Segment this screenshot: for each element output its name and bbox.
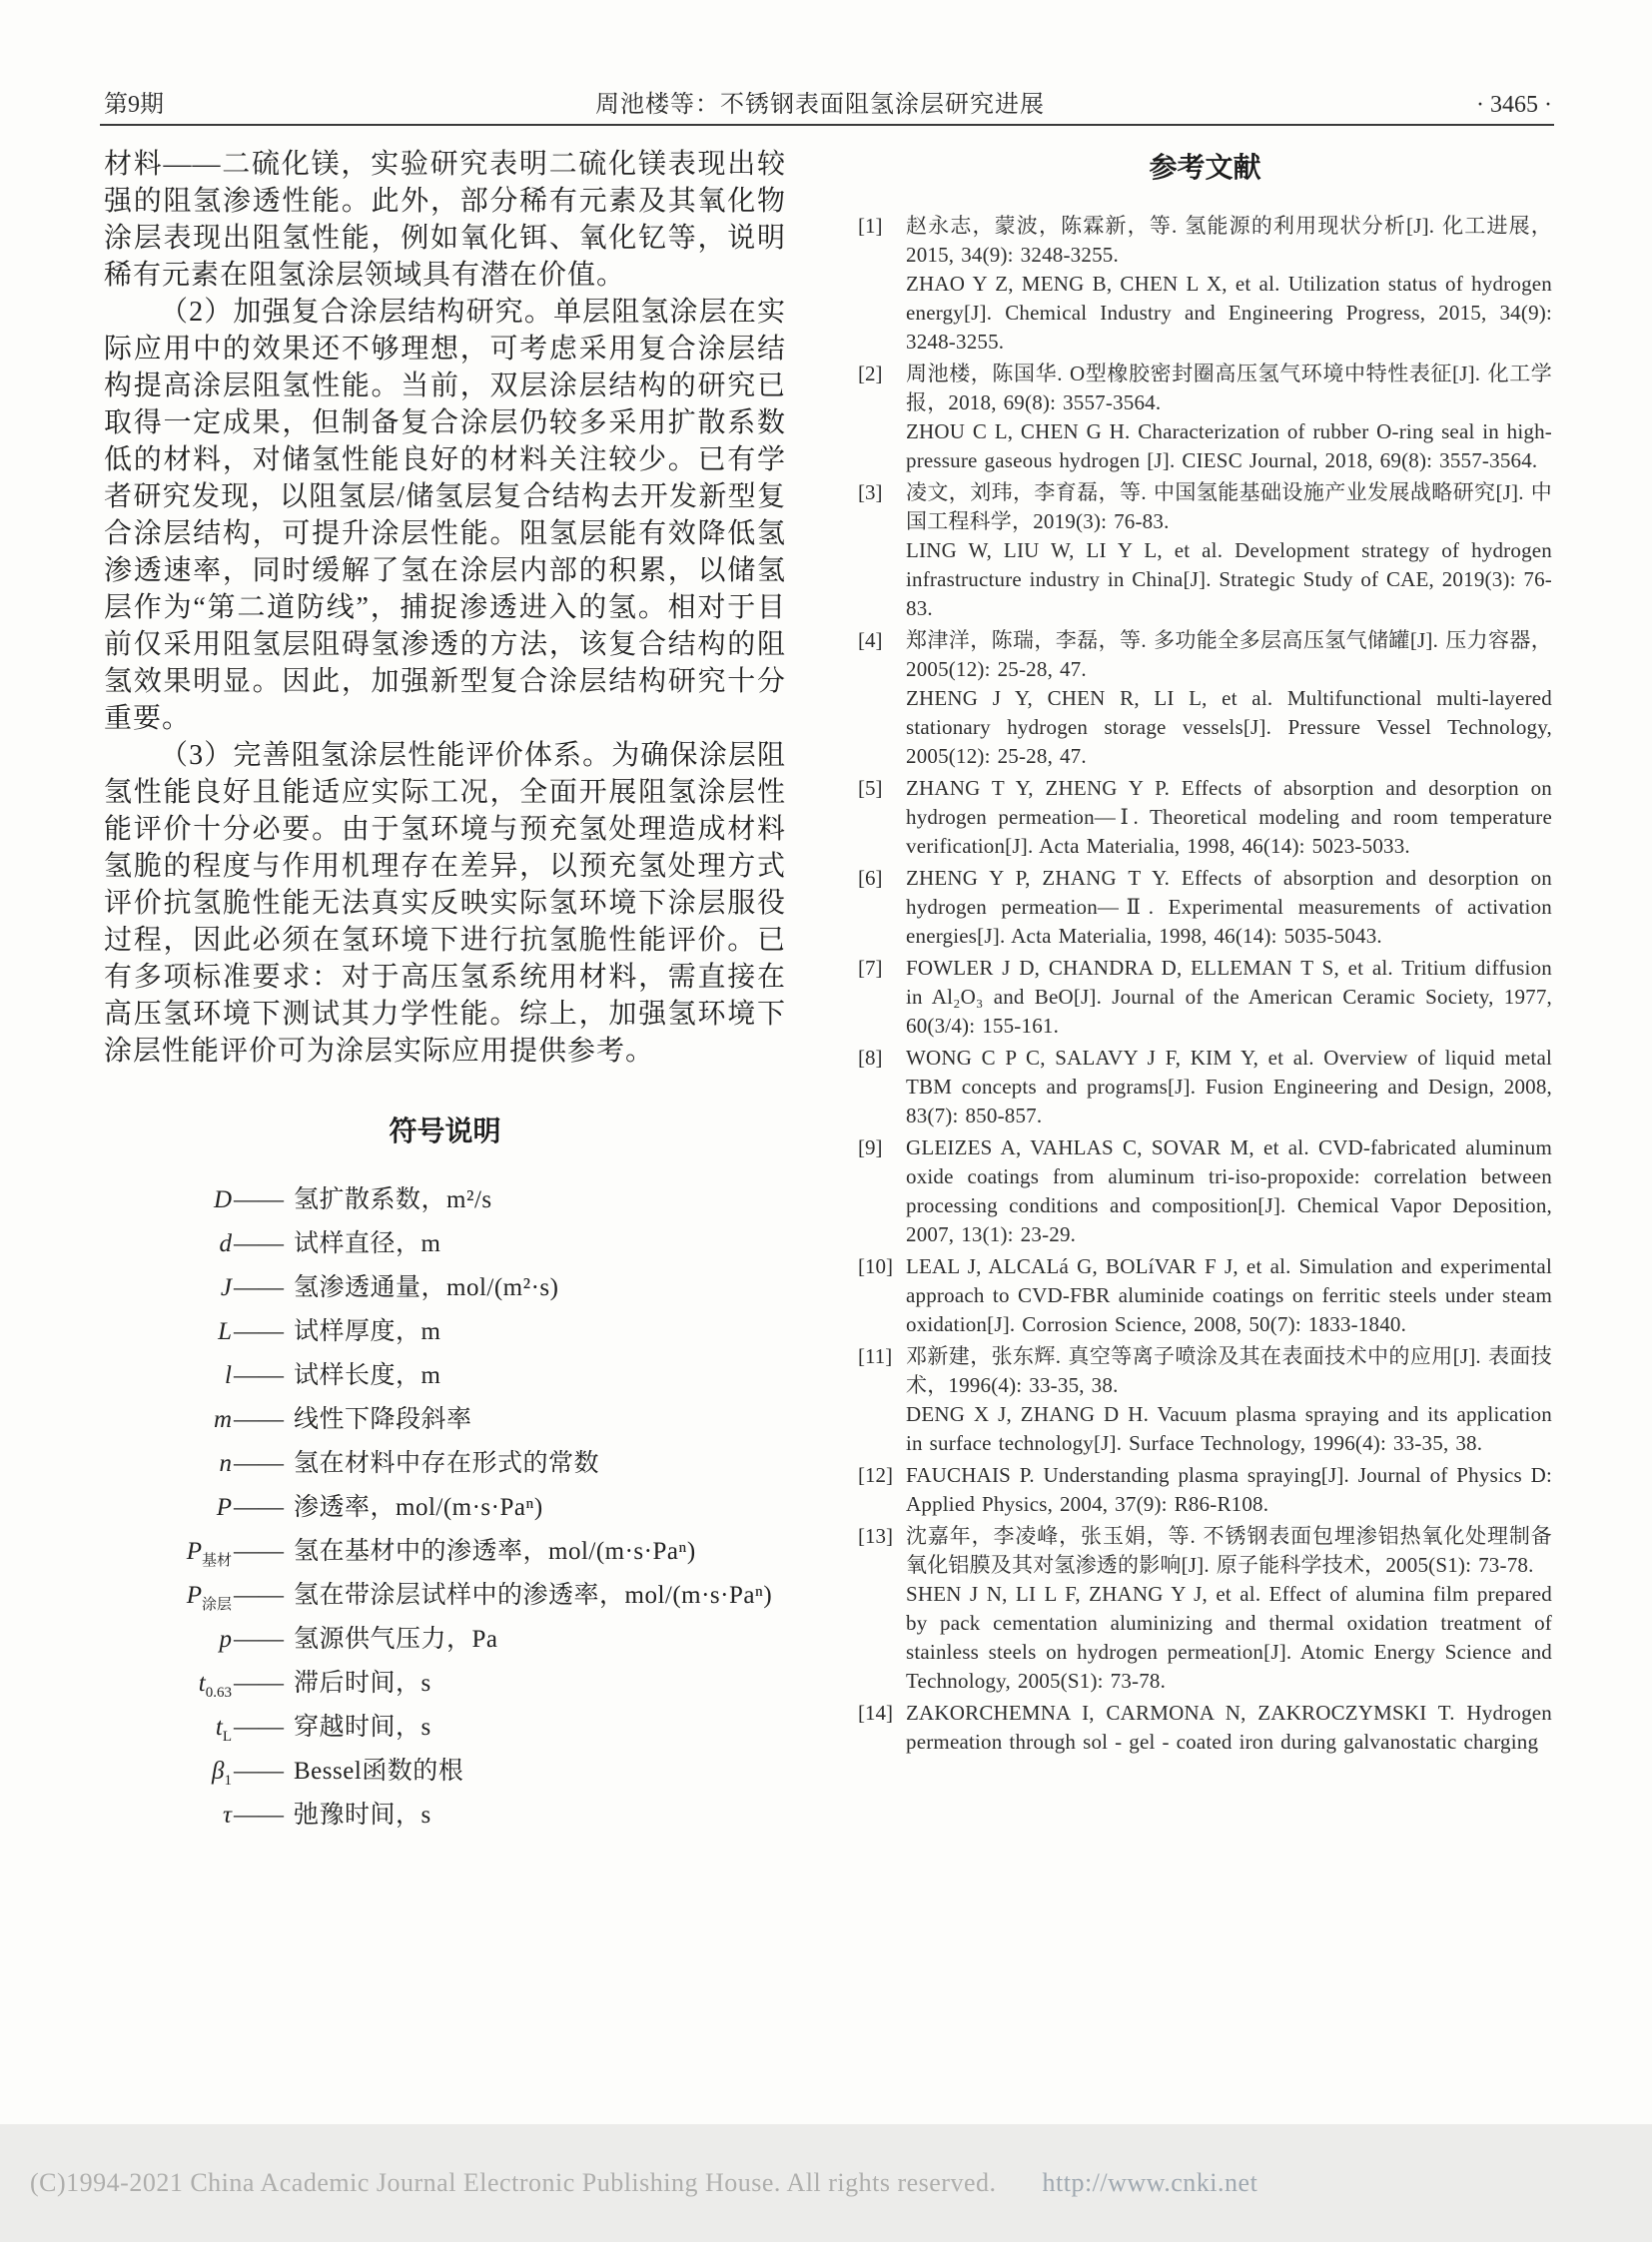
symbol-description: 弛豫时间，s xyxy=(294,1802,431,1829)
reference-item xyxy=(858,626,1552,771)
symbol-description: Bessel函数的根 xyxy=(294,1758,464,1785)
running-head xyxy=(104,84,1552,119)
symbols-section-title: 符号说明 xyxy=(389,1116,501,1146)
symbol-dash: —— xyxy=(234,1230,284,1257)
reference-number: [2] xyxy=(858,362,883,385)
symbol-subscript: 涂层 xyxy=(201,1597,232,1613)
reference-text: ZHENG Y P, ZHANG T Y. Effects of absorption and desorption on hydrogen permeation—Ⅱ. Experimental measurements of activation energies[J]. Acta Materialia, 1998, 46(14): 5035-5043. xyxy=(906,866,1552,948)
reference-text: 赵永志，蒙波，陈霖新，等. 氢能源的利用现状分析[J]. 化工进展，2015, 34(9): 3248-3255. xyxy=(906,214,1552,267)
reference-text: ZHAO Y Z, MENG B, CHEN L X, et al. Utilization status of hydrogen energy[J]. Chemical Industry and Engineering Progress, 2015, 34(9): 3248-3255. xyxy=(906,272,1552,354)
cnki-url: http://www.cnki.net xyxy=(1042,2168,1258,2197)
symbol-dash: —— xyxy=(234,1582,284,1609)
symbol-description: 试样直径，m xyxy=(294,1230,441,1257)
reference-body xyxy=(906,360,1552,475)
reference-text: GLEIZES A, VAHLAS C, SOVAR M, et al. CVD-fabricated aluminum oxide coatings from aluminum tri-iso-propoxide: correlation between processing conditions and composition[J]. Chemical Vapor Deposition, 2007, 13(1): 23-29. xyxy=(906,1135,1552,1246)
reference-item xyxy=(858,1699,1552,1757)
symbol-dash: —— xyxy=(234,1450,284,1477)
reference-text: 邓新建，张东辉. 真空等离子喷涂及其在表面技术中的应用[J]. 表面技术，1996(4): 33-35, 38. xyxy=(906,1344,1552,1397)
symbol-row xyxy=(112,1267,786,1311)
symbol-name xyxy=(112,1406,232,1438)
symbol-dash: —— xyxy=(234,1626,284,1653)
symbol-dash: —— xyxy=(234,1318,284,1345)
symbol-description: 试样长度，m xyxy=(294,1362,441,1389)
page-body xyxy=(104,146,1552,1839)
symbol-row xyxy=(112,1751,786,1795)
symbol-description: 氢在材料中存在形式的常数 xyxy=(294,1450,600,1477)
symbol-dash: —— xyxy=(234,1362,284,1389)
symbol-description: 氢扩散系数，m²/s xyxy=(294,1186,492,1213)
reference-item xyxy=(858,360,1552,475)
symbol-base: t xyxy=(198,1670,206,1697)
reference-number: [7] xyxy=(858,956,883,980)
reference-text: FAUCHAIS P. Understanding plasma spraying[J]. Journal of Physics D: Applied Physics, 2004, 37(9): R86-R108. xyxy=(906,1463,1552,1516)
symbol-base: L xyxy=(218,1318,232,1345)
reference-text: FOWLER J D, CHANDRA D, ELLEMAN T S, et al. Tritium diffusion in Al₂O₃ and BeO[J]. Journal of the American Ceramic Society, 1977, 60(3/4): 155-161. xyxy=(906,956,1552,1038)
symbol-base: D xyxy=(213,1186,232,1213)
symbol-subscript: 1 xyxy=(224,1773,232,1789)
symbol-name xyxy=(112,1274,232,1306)
symbol-row xyxy=(112,1223,786,1267)
reference-body xyxy=(906,1699,1552,1757)
reference-item xyxy=(858,1252,1552,1339)
symbol-row xyxy=(112,1795,786,1839)
reference-number: [12] xyxy=(858,1463,893,1487)
reference-text: ZHENG J Y, CHEN R, LI L, et al. Multifunctional multi-layered stationary hydrogen storage vessels[J]. Pressure Vessel Technology, 2005(12): 25-28, 47. xyxy=(906,686,1552,768)
reference-number: [11] xyxy=(858,1344,893,1368)
symbol-row xyxy=(112,1443,786,1487)
symbol-row xyxy=(112,1179,786,1223)
symbol-base: P xyxy=(186,1582,202,1609)
symbol-name xyxy=(112,1230,232,1262)
symbol-base: P xyxy=(216,1494,232,1521)
symbol-row xyxy=(112,1355,786,1399)
symbol-row xyxy=(112,1531,786,1575)
body-paragraph: 材料——二硫化镁，实验研究表明二硫化镁表现出较强的阻氢渗透性能。此外，部分稀有元素及其氧化物涂层表现出阻氢性能，例如氧化铒、氧化钇等，说明稀有元素在阻氢涂层领域具有潜在价值。 xyxy=(104,149,786,291)
symbol-name xyxy=(112,1362,232,1394)
reference-body xyxy=(906,212,1552,357)
reference-body xyxy=(906,774,1552,861)
symbol-base: m xyxy=(213,1406,232,1433)
reference-number: [3] xyxy=(858,480,883,504)
symbol-name xyxy=(112,1626,232,1658)
page-number: · 3465 · xyxy=(1476,92,1552,118)
reference-number: [8] xyxy=(858,1046,883,1070)
symbol-row xyxy=(112,1311,786,1355)
symbol-row xyxy=(112,1575,786,1619)
symbol-description: 氢源供气压力，Pa xyxy=(294,1626,498,1653)
symbol-dash: —— xyxy=(234,1538,284,1565)
symbol-dash: —— xyxy=(234,1274,284,1301)
references-section-title: 参考文献 xyxy=(1149,152,1261,183)
symbol-description: 氢在基材中的渗透率，mol/(m·s·Paⁿ) xyxy=(294,1538,696,1565)
symbol-dash: —— xyxy=(234,1802,284,1829)
symbol-name xyxy=(112,1318,232,1350)
symbol-description: 渗透率，mol/(m·s·Paⁿ) xyxy=(294,1494,543,1521)
reference-item xyxy=(858,954,1552,1041)
reference-item xyxy=(858,1044,1552,1130)
symbols-list xyxy=(104,1179,786,1839)
reference-text: WONG C P C, SALAVY J F, KIM Y, et al. Overview of liquid metal TBM concepts and programs[J]. Fusion Engineering and Design, 2008, 83(7): 850-857. xyxy=(906,1046,1552,1127)
symbol-dash: —— xyxy=(234,1670,284,1697)
symbol-row xyxy=(112,1663,786,1707)
reference-body xyxy=(906,626,1552,771)
symbol-subscript: L xyxy=(222,1729,232,1745)
reference-number: [10] xyxy=(858,1254,893,1278)
reference-item xyxy=(858,1342,1552,1458)
symbol-row xyxy=(112,1399,786,1443)
symbol-description: 滞后时间，s xyxy=(294,1670,431,1697)
symbol-name xyxy=(112,1758,232,1790)
symbol-base: t xyxy=(215,1714,223,1741)
symbol-description: 氢渗透通量，mol/(m²·s) xyxy=(294,1274,559,1301)
symbol-description: 试样厚度，m xyxy=(294,1318,441,1345)
symbol-row xyxy=(112,1487,786,1531)
right-column xyxy=(858,146,1552,1839)
reference-body xyxy=(906,1522,1552,1696)
reference-text: 郑津洋，陈瑞，李磊，等. 多功能全多层高压氢气储罐[J]. 压力容器，2005(12): 25-28, 47. xyxy=(906,628,1552,681)
symbol-subscript: 0.63 xyxy=(205,1685,232,1701)
symbol-name xyxy=(112,1802,232,1834)
symbol-description: 氢在带涂层试样中的渗透率，mol/(m·s·Paⁿ) xyxy=(294,1582,773,1609)
reference-body xyxy=(906,1342,1552,1458)
header-rule xyxy=(100,124,1554,126)
reference-number: [6] xyxy=(858,866,883,890)
symbol-dash: —— xyxy=(234,1494,284,1521)
reference-number: [14] xyxy=(858,1701,893,1725)
reference-text: ZAKORCHEMNA I, CARMONA N, ZAKROCZYMSKI T. Hydrogen permeation through sol - gel - coated iron during galvanostatic charging xyxy=(906,1701,1552,1754)
symbol-name xyxy=(112,1186,232,1218)
symbol-dash: —— xyxy=(234,1714,284,1741)
symbol-base: P xyxy=(186,1538,202,1565)
symbol-dash: —— xyxy=(234,1406,284,1433)
reference-item xyxy=(858,212,1552,357)
reference-body xyxy=(906,864,1552,951)
symbol-subscript: 基材 xyxy=(201,1553,232,1569)
copyright-notice: (C)1994-2021 China Academic Journal Electronic Publishing House. All rights reserved. xyxy=(30,2168,997,2197)
references-list xyxy=(858,212,1552,1757)
symbol-description: 穿越时间，s xyxy=(294,1714,431,1741)
symbol-base: d xyxy=(219,1230,232,1257)
reference-text: SHEN J N, LI L F, ZHANG Y J, et al. Effect of alumina film prepared by pack cementation aluminizing and thermal oxidation treatment of stainless steels on hydrogen permeation[J]. Atomic Energy Science and Technology, 2005(S1): 73-78. xyxy=(906,1582,1552,1693)
symbol-name xyxy=(112,1494,232,1526)
left-column xyxy=(104,146,786,1839)
running-title: 周池楼等：不锈钢表面阻氢涂层研究进展 xyxy=(595,92,1045,118)
symbol-name xyxy=(112,1582,232,1614)
reference-text: LEAL J, ALCALá G, BOLíVAR F J, et al. Simulation and experimental approach to CVD-FBR aluminide coatings on ferritic steels under steam oxidation[J]. Corrosion Science, 2008, 50(7): 1833-1840. xyxy=(906,1254,1552,1336)
symbol-row xyxy=(112,1707,786,1751)
symbol-name xyxy=(112,1450,232,1482)
reference-text: 沈嘉年，李凌峰，张玉娟，等. 不锈钢表面包埋渗铝热氧化处理制备氧化铝膜及其对氢渗透的影响[J]. 原子能科学技术，2005(S1): 73-78. xyxy=(906,1524,1552,1577)
reference-body xyxy=(906,1252,1552,1339)
reference-text: ZHOU C L, CHEN G H. Characterization of rubber O-ring seal in high-pressure gaseous hydrogen [J]. CIESC Journal, 2018, 69(8): 3557-3564. xyxy=(906,419,1552,472)
symbol-row xyxy=(112,1619,786,1663)
symbol-base: τ xyxy=(223,1802,232,1829)
reference-body xyxy=(906,478,1552,623)
symbol-name xyxy=(112,1714,232,1746)
reference-number: [5] xyxy=(858,776,883,800)
reference-item xyxy=(858,1461,1552,1519)
symbol-name xyxy=(112,1670,232,1702)
symbol-base: p xyxy=(219,1626,232,1653)
reference-text: 凌文，刘玮，李育磊，等. 中国氢能基础设施产业发展战略研究[J]. 中国工程科学，2019(3): 76-83. xyxy=(906,480,1552,533)
reference-text: ZHANG T Y, ZHENG Y P. Effects of absorption and desorption on hydrogen permeation—Ⅰ. Theoretical modeling and room temperature verification[J]. Acta Materialia, 1998, 46(14): 5023-5033. xyxy=(906,776,1552,858)
reference-number: [4] xyxy=(858,628,883,652)
symbol-base: n xyxy=(219,1450,232,1477)
reference-body xyxy=(906,1044,1552,1130)
reference-body xyxy=(906,1133,1552,1249)
symbol-name xyxy=(112,1538,232,1570)
symbol-base: J xyxy=(220,1274,232,1301)
reference-number: [1] xyxy=(858,214,883,238)
symbol-base: l xyxy=(225,1362,232,1389)
symbol-base: β xyxy=(212,1758,225,1785)
symbol-description: 线性下降段斜率 xyxy=(294,1406,472,1433)
issue-label: 第9期 xyxy=(104,92,164,118)
reference-item xyxy=(858,1522,1552,1696)
reference-item xyxy=(858,478,1552,623)
reference-number: [13] xyxy=(858,1524,893,1548)
page-footer xyxy=(0,2124,1652,2242)
symbol-dash: —— xyxy=(234,1186,284,1213)
body-paragraph: （2）加强复合涂层结构研究。单层阻氢涂层在实际应用中的效果还不够理想，可考虑采用复合涂层结构提高涂层阻氢性能。当前，双层涂层结构的研究已取得一定成果，但制备复合涂层仍较多采用扩散系数低的材料，对储氢性能良好的材料关注较少。已有学者研究发现，以阻氢层/储氢层复合结构去开发新型复合涂层结构，可提升涂层性能。阻氢层能有效降低氢渗透速率，同时缓解了氢在涂层内部的积累，以储氢层作为“第二道防线”，捕捉渗透进入的氢。相对于目前仅采用阻氢层阻碍氢渗透的方法，该复合结构的阻氢效果明显。因此，加强新型复合涂层结构研究十分重要。 xyxy=(104,297,786,734)
reference-text: 周池楼，陈国华. O型橡胶密封圈高压氢气环境中特性表征[J]. 化工学报，2018, 69(8): 3557-3564. xyxy=(906,362,1552,414)
reference-body xyxy=(906,1461,1552,1519)
reference-number: [9] xyxy=(858,1135,883,1159)
reference-text: LING W, LIU W, LI Y L, et al. Development strategy of hydrogen infrastructure industry in China[J]. Strategic Study of CAE, 2019(3): 76-83. xyxy=(906,538,1552,620)
body-paragraph: （3）完善阻氢涂层性能评价体系。为确保涂层阻氢性能良好且能适应实际工况，全面开展阻氢涂层性能评价十分必要。由于氢环境与预充氢处理造成材料氢脆的程度与作用机理存在差异，以预充氢处理方式评价抗氢脆性能无法真实反映实际氢环境下涂层服役过程，因此必须在氢环境下进行抗氢脆性能评价。已有多项标准要求：对于高压氢系统用材料，需直接在高压氢环境下测试其力学性能。综上，加强氢环境下涂层性能评价可为涂层实际应用提供参考。 xyxy=(104,740,786,1067)
reference-text: DENG X J, ZHANG D H. Vacuum plasma spraying and its application in surface technology[J]. Surface Technology, 1996(4): 33-35, 38. xyxy=(906,1402,1552,1455)
reference-item xyxy=(858,864,1552,951)
reference-item xyxy=(858,774,1552,861)
symbol-dash: —— xyxy=(234,1758,284,1785)
reference-body xyxy=(906,954,1552,1041)
reference-item xyxy=(858,1133,1552,1249)
